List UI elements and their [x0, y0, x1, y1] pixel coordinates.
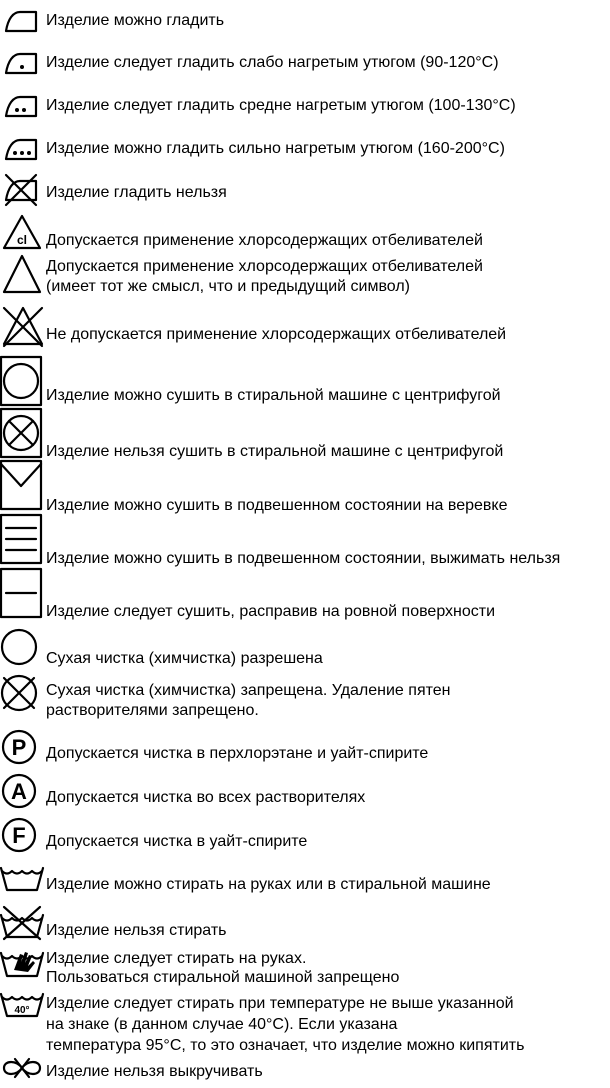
item-text: Изделие можно сушить в стиральной машине с центрифугой — [46, 387, 501, 404]
iron-crossed-icon — [2, 173, 40, 207]
triangle-cl-icon — [2, 214, 42, 250]
washtub-icon — [0, 866, 44, 896]
square-flat-dry-icon — [0, 568, 44, 620]
item-text: Допускается применение хлорсодержащих отбеливателей — [46, 258, 483, 275]
iron-three-dots-icon — [2, 134, 40, 162]
square-drip-dry-icon — [0, 514, 44, 566]
circle-mark: A — [11, 779, 27, 804]
item-text: Изделие можно стирать на руках или в стиральной машине — [46, 876, 491, 893]
triangle-icon — [2, 254, 42, 294]
temperature-mark: 40° — [14, 1005, 30, 1016]
circle-p-icon — [0, 728, 40, 768]
circle-mark: F — [12, 823, 26, 848]
item-text: Изделие следует стирать при температуре не выше указанной — [46, 995, 514, 1012]
item-text-line2: Пользоваться стиральной машиной запрещено — [46, 969, 400, 986]
item-text-line2: растворителями запрещено. — [46, 702, 259, 719]
circle-icon — [0, 628, 40, 668]
item-text: Допускается чистка в уайт-спирите — [46, 833, 308, 850]
circle-mark: P — [11, 735, 27, 760]
square-circle-crossed-icon — [0, 408, 44, 460]
triangle-crossed-icon — [2, 304, 44, 348]
item-text: Изделие можно гладить сильно нагретым утюгом (160-200°С) — [46, 140, 505, 157]
item-text: Изделие можно сушить в подвешенном состоянии на веревке — [46, 497, 508, 514]
circle-crossed-icon — [0, 674, 40, 714]
square-circle-icon — [0, 356, 44, 408]
item-text: Изделие гладить нельзя — [46, 184, 227, 201]
item-text: Допускается чистка во всех растворителях — [46, 789, 366, 806]
item-text-line3: температура 95°С, то это означает, что изделие можно кипятить — [46, 1037, 525, 1054]
circle-f-icon — [0, 816, 40, 856]
iron-icon — [2, 6, 40, 34]
item-text: Допускается применение хлорсодержащих отбеливателей — [46, 232, 483, 249]
item-text: Изделие следует стирать на руках. — [46, 950, 307, 967]
item-text: Изделие следует гладить слабо нагретым утюгом (90-120°С) — [46, 54, 499, 71]
twist-crossed-icon — [0, 1056, 44, 1080]
item-text: Не допускается применение хлорсодержащих отбеливателей — [46, 326, 507, 343]
item-text: Изделие нельзя сушить в стиральной машине с центрифугой — [46, 443, 504, 460]
item-text-line2: (имеет тот же смысл, что и предыдущий символ) — [46, 278, 410, 295]
triangle-mark: cl — [16, 233, 28, 247]
item-text: Сухая чистка (химчистка) разрешена — [46, 650, 323, 667]
item-text: Сухая чистка (химчистка) запрещена. Удаление пятен — [46, 682, 451, 699]
item-text-line2: на знаке (в данном случае 40°С). Если указана — [46, 1016, 398, 1033]
iron-two-dots-icon — [2, 91, 40, 119]
iron-one-dot-icon — [2, 48, 40, 76]
hand-wash-icon — [0, 946, 44, 982]
item-text: Изделие можно сушить в подвешенном состоянии, выжимать нельзя — [46, 550, 561, 567]
item-text: Изделие нельзя выкручивать — [46, 1063, 263, 1080]
washtub-40-icon — [0, 992, 44, 1022]
item-text: Изделие следует сушить, расправив на ровной поверхности — [46, 603, 496, 620]
item-text: Допускается чистка в перхлорэтане и уайт-спирите — [46, 745, 429, 762]
square-line-dry-icon — [0, 460, 44, 512]
item-text: Изделие следует гладить средне нагретым утюгом (100-130°С) — [46, 97, 516, 114]
item-text: Изделие можно гладить — [46, 12, 225, 29]
circle-a-icon — [0, 772, 40, 812]
washtub-crossed-icon — [0, 905, 44, 941]
item-text: Изделие нельзя стирать — [46, 922, 227, 939]
